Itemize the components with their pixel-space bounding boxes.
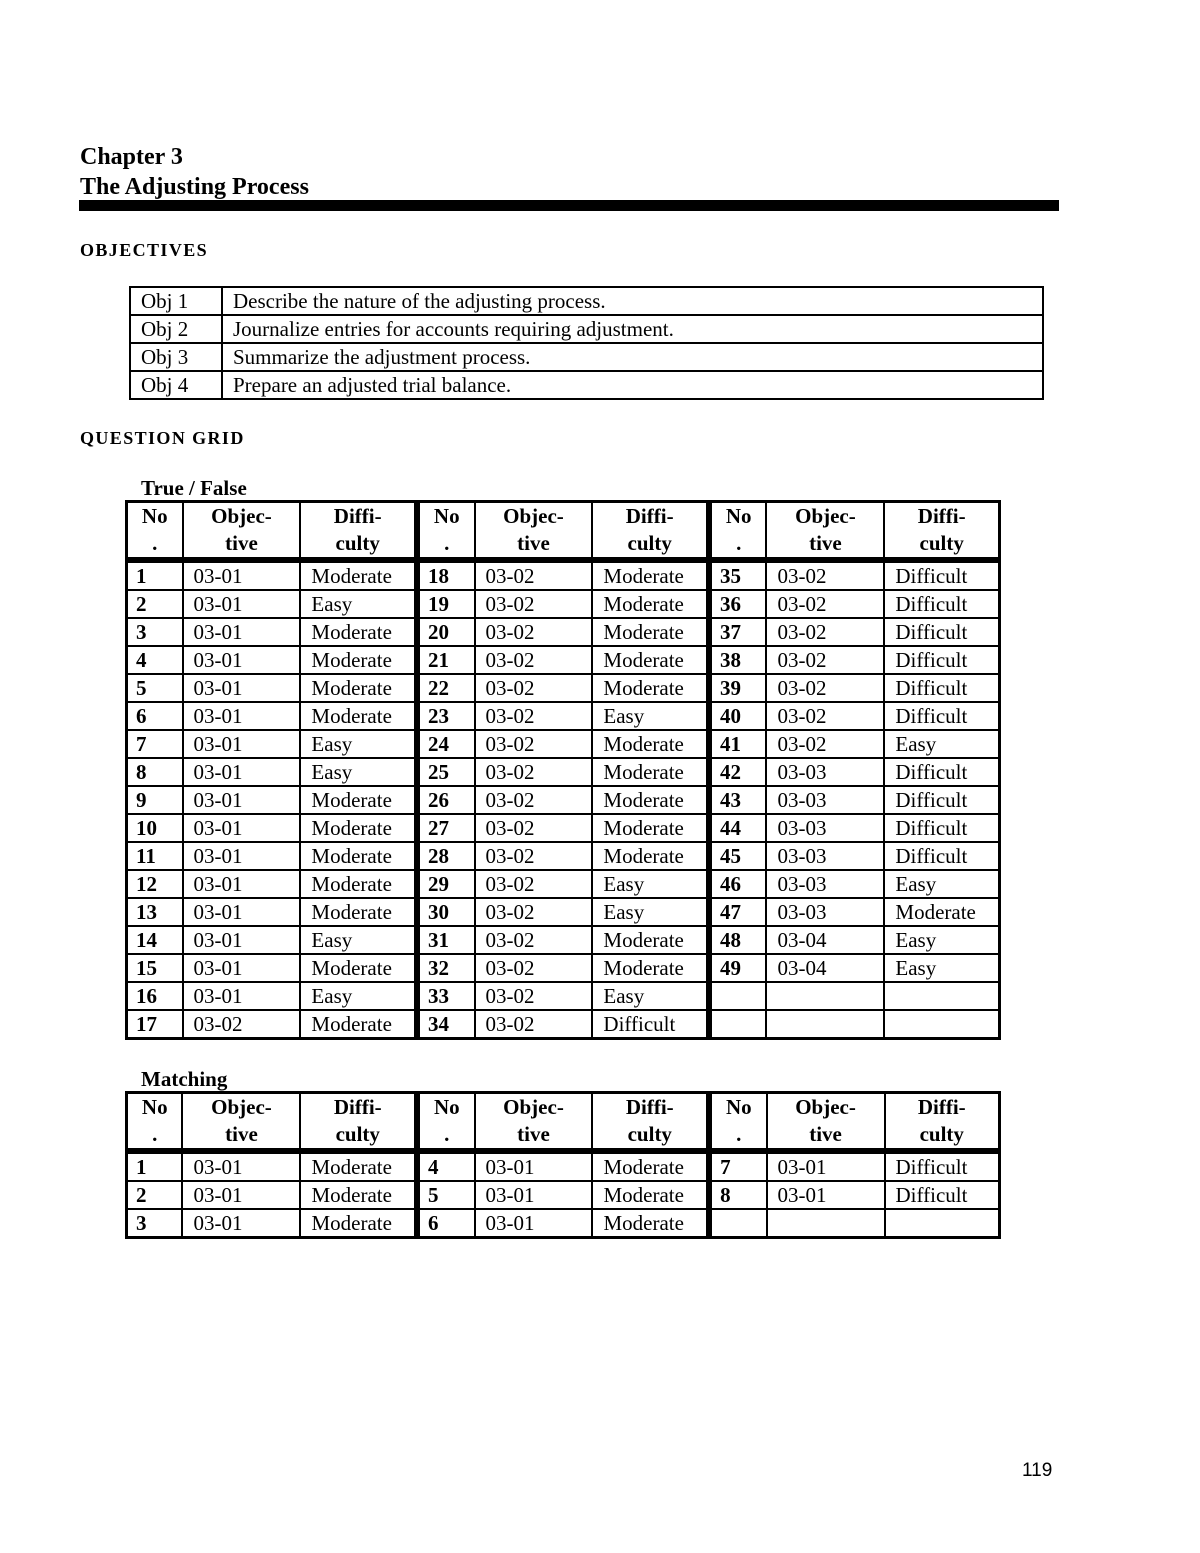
question-number: 1	[127, 560, 183, 590]
header-difficulty-line2: culty	[627, 1122, 672, 1146]
difficulty: Moderate	[592, 814, 709, 842]
objective-code: 03-02	[475, 702, 593, 730]
difficulty: Difficult	[885, 1151, 1000, 1181]
grid-row	[127, 730, 1000, 758]
difficulty: Moderate	[592, 560, 709, 590]
header-objective-line2: tive	[517, 1122, 550, 1146]
question-number: 16	[127, 982, 183, 1010]
chapter-title	[80, 142, 309, 202]
objective-code	[767, 1209, 885, 1238]
difficulty: Moderate	[300, 674, 417, 702]
header-no	[417, 1093, 474, 1152]
question-number: 2	[127, 1181, 183, 1209]
objective-code: 03-04	[766, 926, 884, 954]
question-number: 38	[709, 646, 767, 674]
objective-code: 03-01	[183, 814, 301, 842]
difficulty: Difficult	[884, 590, 999, 618]
header-difficulty-line2: culty	[335, 531, 380, 555]
question-number: 20	[417, 618, 475, 646]
objective-code: 03-01	[183, 674, 301, 702]
objective-code: 03-01	[183, 954, 301, 982]
objective-code: 03-02	[475, 560, 593, 590]
difficulty: Easy	[592, 870, 709, 898]
objective-id: Obj 1	[130, 287, 222, 315]
question-number: 37	[709, 618, 767, 646]
header-no-line1: No	[141, 1095, 168, 1119]
grid-row	[127, 618, 1000, 646]
difficulty: Easy	[300, 590, 417, 618]
question-number: 17	[127, 1010, 183, 1039]
header-objective-line2: tive	[517, 531, 550, 555]
question-number: 13	[127, 898, 183, 926]
question-number: 3	[127, 618, 183, 646]
objective-code: 03-04	[766, 954, 884, 982]
objective-code: 03-01	[183, 982, 301, 1010]
grid-row	[127, 898, 1000, 926]
header-no	[417, 502, 475, 561]
objective-code: 03-01	[183, 926, 301, 954]
objective-code: 03-03	[766, 842, 884, 870]
difficulty: Easy	[884, 954, 999, 982]
header-no-line2: .	[444, 1122, 450, 1146]
question-number: 18	[417, 560, 475, 590]
difficulty: Moderate	[300, 814, 417, 842]
question-number: 3	[127, 1209, 183, 1238]
header-no	[127, 1093, 183, 1152]
grid-row	[127, 646, 1000, 674]
objective-code: 03-01	[183, 560, 301, 590]
difficulty: Difficult	[884, 842, 999, 870]
difficulty: Easy	[300, 982, 417, 1010]
difficulty: Moderate	[300, 954, 417, 982]
question-number: 39	[709, 674, 767, 702]
objective-code: 03-01	[475, 1151, 593, 1181]
question-number: 34	[417, 1010, 475, 1039]
grid-row	[127, 674, 1000, 702]
chapter-name: The Adjusting Process	[80, 174, 309, 200]
objective-code: 03-02	[766, 702, 884, 730]
header-objective-line2: tive	[225, 1122, 258, 1146]
objective-code: 03-01	[183, 590, 301, 618]
objective-code: 03-01	[182, 1151, 300, 1181]
grid-row	[127, 842, 1000, 870]
grid-row	[127, 1181, 1000, 1209]
difficulty: Easy	[592, 702, 709, 730]
header-objective-line1: Objec-	[503, 504, 564, 528]
chapter-number: Chapter 3	[80, 144, 183, 170]
grid-row	[127, 1209, 1000, 1238]
header-objective-line1: Objec-	[795, 1095, 856, 1119]
objective-text: Journalize entries for accounts requiring adjustment.	[222, 315, 1043, 343]
difficulty: Easy	[592, 898, 709, 926]
objective-code: 03-02	[766, 618, 884, 646]
header-difficulty-line1: Diffi-	[625, 1095, 674, 1119]
difficulty	[884, 982, 999, 1010]
difficulty: Difficult	[885, 1181, 1000, 1209]
difficulty: Difficult	[884, 702, 999, 730]
objective-id: Obj 3	[130, 343, 222, 371]
header-difficulty-line2: culty	[335, 1122, 380, 1146]
difficulty: Moderate	[592, 590, 709, 618]
grid-row	[127, 870, 1000, 898]
header-difficulty-line1: Diffi-	[333, 1095, 382, 1119]
question-number: 49	[709, 954, 767, 982]
objective-code: 03-01	[182, 1209, 300, 1238]
objective-code: 03-02	[475, 1010, 593, 1039]
difficulty: Moderate	[300, 1209, 417, 1238]
difficulty	[884, 1010, 999, 1039]
header-difficulty	[592, 1093, 709, 1152]
header-objective	[475, 502, 593, 561]
objective-code: 03-02	[475, 954, 593, 982]
objective-code: 03-01	[183, 758, 301, 786]
objective-code: 03-01	[183, 842, 301, 870]
page-number: 119	[1022, 1460, 1053, 1481]
question-number	[709, 1010, 767, 1039]
difficulty: Moderate	[592, 1209, 709, 1238]
question-number: 47	[709, 898, 767, 926]
objective-code: 03-02	[475, 870, 593, 898]
objective-code: 03-01	[183, 786, 301, 814]
objective-code: 03-01	[183, 730, 301, 758]
question-number: 42	[709, 758, 767, 786]
header-difficulty-line1: Diffi-	[917, 504, 966, 528]
header-no	[709, 502, 767, 561]
objective-id: Obj 2	[130, 315, 222, 343]
header-no-line1: No	[725, 1095, 752, 1119]
objective-code: 03-03	[766, 758, 884, 786]
difficulty: Moderate	[592, 1181, 709, 1209]
difficulty: Easy	[884, 926, 999, 954]
question-number: 36	[709, 590, 767, 618]
grid-row	[127, 954, 1000, 982]
objective-code	[766, 982, 884, 1010]
header-objective-line1: Objec-	[211, 1095, 272, 1119]
objective-code: 03-01	[182, 1181, 300, 1209]
objective-row	[130, 371, 1043, 399]
header-difficulty	[592, 502, 709, 561]
header-objective-line2: tive	[809, 531, 842, 555]
objective-code: 03-02	[475, 730, 593, 758]
header-difficulty-line1: Diffi-	[917, 1095, 966, 1119]
objective-code: 03-02	[475, 758, 593, 786]
objectives-table	[129, 286, 1044, 400]
question-number: 32	[417, 954, 475, 982]
objective-row	[130, 315, 1043, 343]
header-no-line2: .	[152, 531, 158, 555]
objective-code: 03-02	[475, 786, 593, 814]
objective-code: 03-02	[475, 814, 593, 842]
question-number: 33	[417, 982, 475, 1010]
difficulty	[885, 1209, 1000, 1238]
objective-code: 03-01	[183, 898, 301, 926]
grid-row	[127, 814, 1000, 842]
difficulty: Moderate	[884, 898, 999, 926]
difficulty: Moderate	[300, 1010, 417, 1039]
matching-grid	[125, 1091, 1001, 1239]
header-no	[127, 502, 183, 561]
header-no-line1: No	[433, 504, 460, 528]
objective-code	[766, 1010, 884, 1039]
difficulty: Moderate	[592, 954, 709, 982]
question-number	[709, 1209, 766, 1238]
question-number: 30	[417, 898, 475, 926]
objective-code: 03-01	[183, 646, 301, 674]
difficulty: Moderate	[592, 618, 709, 646]
difficulty: Difficult	[884, 814, 999, 842]
header-objective-line2: tive	[809, 1122, 842, 1146]
grid-row	[127, 758, 1000, 786]
question-number: 46	[709, 870, 767, 898]
difficulty: Moderate	[300, 1151, 417, 1181]
question-number: 45	[709, 842, 767, 870]
header-objective-line1: Objec-	[211, 504, 272, 528]
header-no-line2: .	[444, 531, 450, 555]
objective-code: 03-02	[475, 674, 593, 702]
header-no	[709, 1093, 766, 1152]
difficulty: Moderate	[592, 758, 709, 786]
difficulty: Easy	[300, 730, 417, 758]
header-objective	[475, 1093, 593, 1152]
objective-code: 03-02	[475, 982, 593, 1010]
objective-code: 03-02	[766, 560, 884, 590]
question-number: 48	[709, 926, 767, 954]
difficulty: Easy	[592, 982, 709, 1010]
objective-text: Describe the nature of the adjusting process.	[222, 287, 1043, 315]
question-number: 11	[127, 842, 183, 870]
difficulty: Difficult	[884, 674, 999, 702]
difficulty: Easy	[300, 758, 417, 786]
question-number: 24	[417, 730, 475, 758]
objective-code: 03-02	[475, 590, 593, 618]
difficulty: Difficult	[592, 1010, 709, 1039]
header-objective-line1: Objec-	[795, 504, 856, 528]
header-difficulty-line2: culty	[919, 1122, 964, 1146]
difficulty: Moderate	[300, 898, 417, 926]
objective-code: 03-03	[766, 786, 884, 814]
grid-header-row	[127, 1093, 1000, 1152]
objective-code: 03-01	[183, 702, 301, 730]
objective-code: 03-01	[475, 1181, 593, 1209]
difficulty: Moderate	[300, 646, 417, 674]
header-difficulty-line2: culty	[919, 531, 964, 555]
objective-code: 03-01	[475, 1209, 593, 1238]
grid-header-row	[127, 502, 1000, 561]
question-number: 27	[417, 814, 475, 842]
question-number: 26	[417, 786, 475, 814]
objective-code: 03-02	[475, 926, 593, 954]
difficulty: Moderate	[592, 646, 709, 674]
objective-text: Prepare an adjusted trial balance.	[222, 371, 1043, 399]
difficulty: Moderate	[300, 560, 417, 590]
header-objective-line1: Objec-	[503, 1095, 564, 1119]
difficulty: Moderate	[592, 674, 709, 702]
question-number: 9	[127, 786, 183, 814]
difficulty: Moderate	[592, 730, 709, 758]
header-difficulty	[884, 502, 999, 561]
difficulty: Moderate	[300, 786, 417, 814]
header-objective	[183, 502, 301, 561]
difficulty: Moderate	[300, 1181, 417, 1209]
question-number: 28	[417, 842, 475, 870]
header-no-line1: No	[433, 1095, 460, 1119]
difficulty: Easy	[884, 730, 999, 758]
question-number	[709, 982, 767, 1010]
objective-code: 03-02	[766, 674, 884, 702]
objective-code: 03-03	[766, 898, 884, 926]
objective-code: 03-02	[475, 842, 593, 870]
difficulty: Moderate	[592, 1151, 709, 1181]
grid-row	[127, 1010, 1000, 1039]
header-no-line2: .	[736, 531, 742, 555]
question-number: 14	[127, 926, 183, 954]
objective-code: 03-02	[766, 590, 884, 618]
difficulty: Moderate	[592, 786, 709, 814]
question-number: 21	[417, 646, 475, 674]
difficulty: Easy	[300, 926, 417, 954]
true-false-grid	[125, 500, 1001, 1040]
grid-row	[127, 926, 1000, 954]
question-number: 7	[709, 1151, 766, 1181]
grid-row	[127, 560, 1000, 590]
difficulty: Moderate	[300, 618, 417, 646]
question-number: 29	[417, 870, 475, 898]
question-number: 43	[709, 786, 767, 814]
question-number: 41	[709, 730, 767, 758]
objective-row	[130, 343, 1043, 371]
header-difficulty	[300, 502, 417, 561]
header-objective	[766, 502, 884, 561]
objective-code: 03-03	[766, 814, 884, 842]
difficulty: Moderate	[300, 702, 417, 730]
question-number: 6	[417, 1209, 474, 1238]
header-difficulty-line1: Diffi-	[625, 504, 674, 528]
header-difficulty-line2: culty	[627, 531, 672, 555]
header-difficulty	[300, 1093, 417, 1152]
header-objective	[182, 1093, 300, 1152]
header-difficulty	[885, 1093, 1000, 1152]
objective-code: 03-03	[766, 870, 884, 898]
grid-row	[127, 1151, 1000, 1181]
question-number: 10	[127, 814, 183, 842]
question-number: 25	[417, 758, 475, 786]
objective-code: 03-01	[767, 1151, 885, 1181]
objective-code: 03-02	[475, 618, 593, 646]
difficulty: Moderate	[300, 842, 417, 870]
question-number: 1	[127, 1151, 183, 1181]
difficulty: Difficult	[884, 758, 999, 786]
difficulty: Easy	[884, 870, 999, 898]
question-number: 19	[417, 590, 475, 618]
grid-row	[127, 702, 1000, 730]
matching-label: Matching	[141, 1067, 228, 1091]
question-grid-heading: QUESTION GRID	[80, 428, 245, 448]
difficulty: Difficult	[884, 646, 999, 674]
objective-code: 03-02	[475, 898, 593, 926]
question-number: 6	[127, 702, 183, 730]
question-number: 5	[127, 674, 183, 702]
objective-text: Summarize the adjustment process.	[222, 343, 1043, 371]
grid-row	[127, 590, 1000, 618]
difficulty: Difficult	[884, 786, 999, 814]
objective-row	[130, 287, 1043, 315]
question-number: 44	[709, 814, 767, 842]
objective-code: 03-01	[767, 1181, 885, 1209]
objective-code: 03-02	[766, 646, 884, 674]
header-no-line1: No	[725, 504, 752, 528]
difficulty: Moderate	[592, 842, 709, 870]
true-false-label: True / False	[141, 476, 247, 500]
question-number: 4	[417, 1151, 474, 1181]
objectives-heading: OBJECTIVES	[80, 240, 209, 260]
difficulty: Moderate	[592, 926, 709, 954]
question-number: 35	[709, 560, 767, 590]
difficulty: Difficult	[884, 560, 999, 590]
objective-id: Obj 4	[130, 371, 222, 399]
grid-row	[127, 786, 1000, 814]
title-rule	[79, 200, 1059, 211]
question-number: 4	[127, 646, 183, 674]
question-number: 22	[417, 674, 475, 702]
header-objective	[767, 1093, 885, 1152]
question-number: 8	[709, 1181, 766, 1209]
objective-code: 03-02	[766, 730, 884, 758]
objective-code: 03-01	[183, 618, 301, 646]
question-number: 5	[417, 1181, 474, 1209]
objective-code: 03-02	[183, 1010, 301, 1039]
question-number: 23	[417, 702, 475, 730]
header-difficulty-line1: Diffi-	[333, 504, 382, 528]
header-objective-line2: tive	[225, 531, 258, 555]
header-no-line1: No	[141, 504, 168, 528]
header-no-line2: .	[736, 1122, 742, 1146]
question-number: 8	[127, 758, 183, 786]
question-number: 12	[127, 870, 183, 898]
question-number: 7	[127, 730, 183, 758]
question-number: 15	[127, 954, 183, 982]
question-number: 2	[127, 590, 183, 618]
question-number: 40	[709, 702, 767, 730]
objective-code: 03-02	[475, 646, 593, 674]
difficulty: Moderate	[300, 870, 417, 898]
difficulty: Difficult	[884, 618, 999, 646]
header-no-line2: .	[152, 1122, 158, 1146]
objective-code: 03-01	[183, 870, 301, 898]
grid-row	[127, 982, 1000, 1010]
question-number: 31	[417, 926, 475, 954]
